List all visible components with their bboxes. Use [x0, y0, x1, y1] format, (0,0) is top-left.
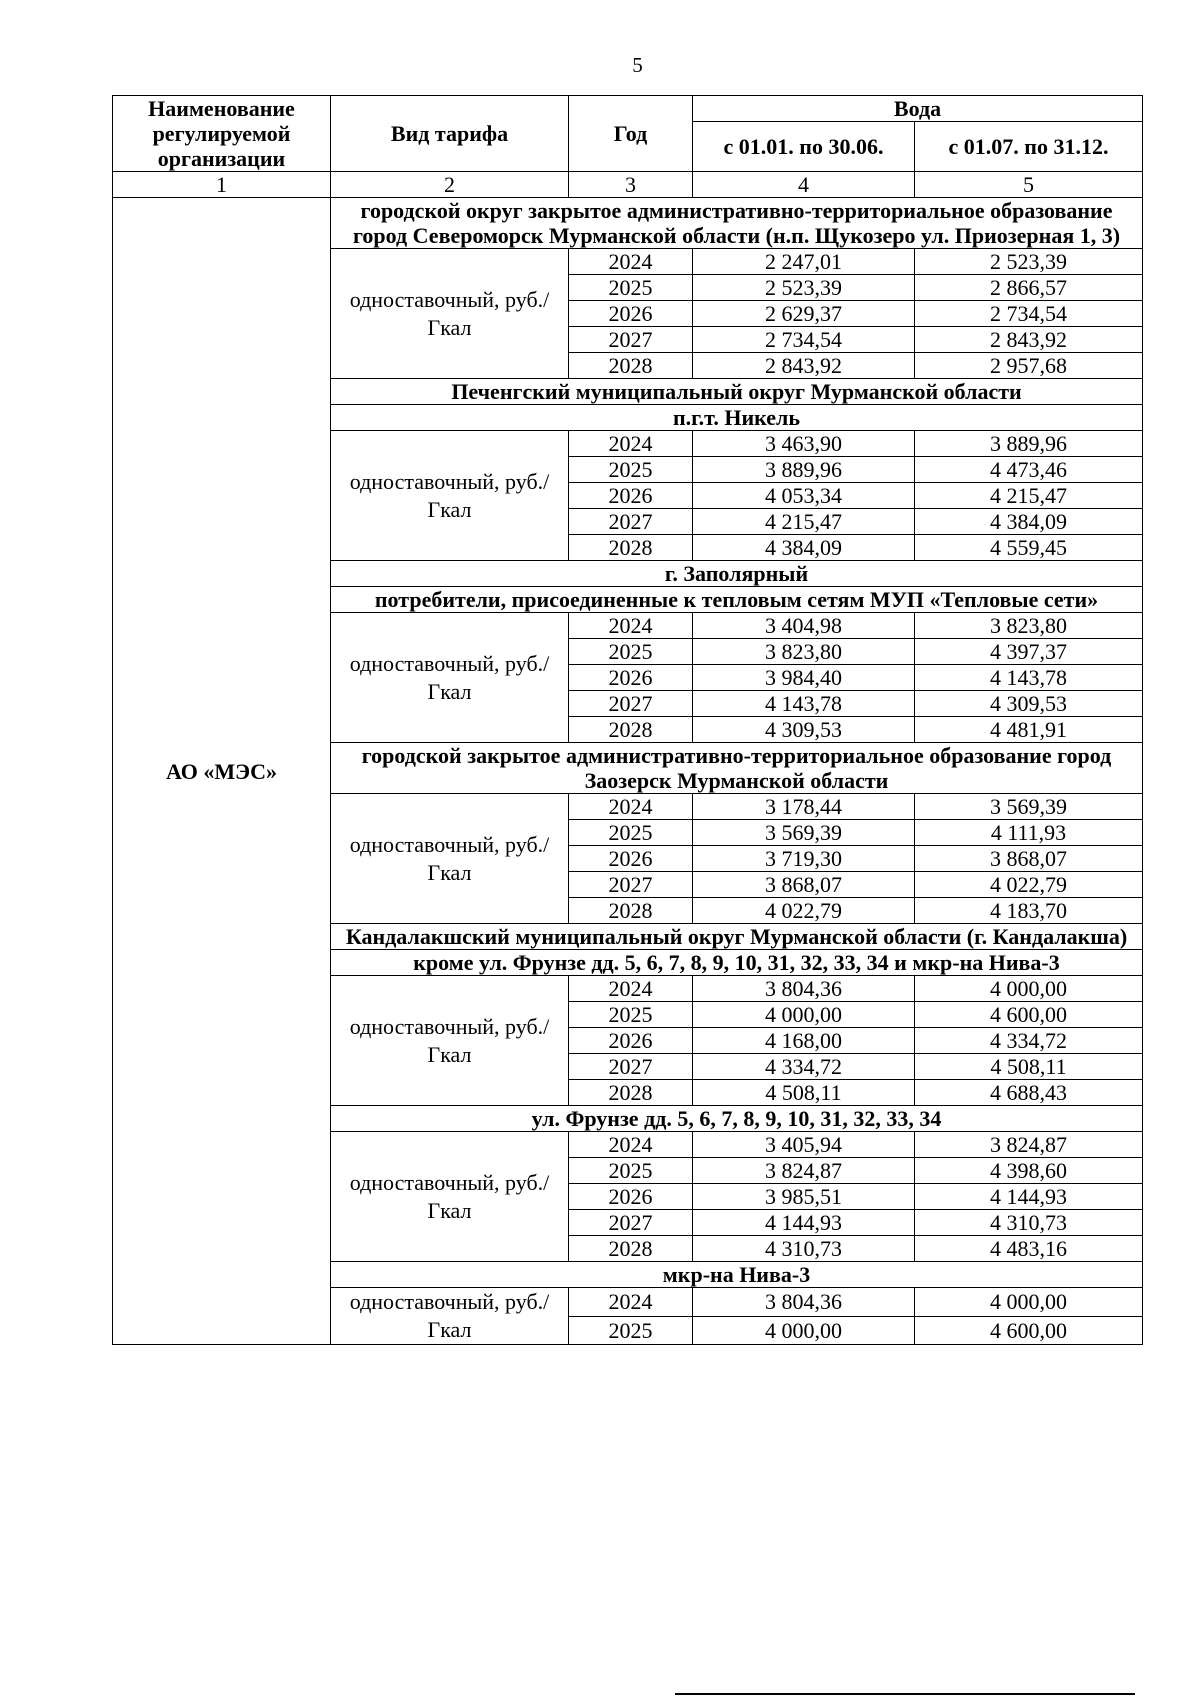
tariff-value-h2: 4 000,00: [915, 1288, 1143, 1317]
section-title: п.г.т. Никель: [331, 405, 1143, 431]
column-numbers-row: [113, 172, 1143, 198]
year-cell: 2025: [569, 457, 693, 483]
year-cell: 2028: [569, 1236, 693, 1262]
tariff-table-body: [113, 96, 1143, 1345]
tariff-value-h2: 3 824,87: [915, 1132, 1143, 1158]
tariff-value-h1: 3 569,39: [693, 820, 915, 846]
tariff-type-cell: одноставочный, руб./Гкал: [331, 1132, 569, 1262]
tariff-value-h2: 2 523,39: [915, 249, 1143, 275]
tariff-value-h1: 4 508,11: [693, 1080, 915, 1106]
year-cell: 2028: [569, 898, 693, 924]
year-cell: 2025: [569, 639, 693, 665]
tariff-value-h1: 4 168,00: [693, 1028, 915, 1054]
tariff-value-h2: 2 957,68: [915, 353, 1143, 379]
section-title: потребители, присоединенные к тепловым сетям МУП «Тепловые сети»: [331, 587, 1143, 613]
tariff-value-h1: 2 247,01: [693, 249, 915, 275]
tariff-value-h1: 2 523,39: [693, 275, 915, 301]
tariff-value-h1: 4 000,00: [693, 1316, 915, 1345]
tariff-value-h2: 4 000,00: [915, 976, 1143, 1002]
year-cell: 2027: [569, 509, 693, 535]
tariff-value-h1: 4 022,79: [693, 898, 915, 924]
year-cell: 2026: [569, 1028, 693, 1054]
year-cell: 2025: [569, 1002, 693, 1028]
footer-rule: [675, 1693, 1135, 1695]
header-tariff-type: Вид тарифа: [331, 96, 569, 172]
header-period-1: с 01.01. по 30.06.: [693, 122, 915, 172]
year-cell: 2025: [569, 1316, 693, 1345]
tariff-value-h2: 4 111,93: [915, 820, 1143, 846]
tariff-value-h1: 4 215,47: [693, 509, 915, 535]
tariff-type-cell: одноставочный, руб./Гкал: [331, 249, 569, 379]
tariff-value-h2: 4 483,16: [915, 1236, 1143, 1262]
organization-name: АО «МЭС»: [113, 198, 331, 1345]
tariff-value-h2: 3 569,39: [915, 794, 1143, 820]
year-cell: 2024: [569, 613, 693, 639]
tariff-value-h1: 3 804,36: [693, 976, 915, 1002]
year-cell: 2027: [569, 872, 693, 898]
tariff-value-h2: 2 734,54: [915, 301, 1143, 327]
section-title: кроме ул. Фрунзе дд. 5, 6, 7, 8, 9, 10, 31, 32, 33, 34 и мкр-на Нива-3: [331, 950, 1143, 976]
year-cell: 2028: [569, 535, 693, 561]
section-title: ул. Фрунзе дд. 5, 6, 7, 8, 9, 10, 31, 32, 33, 34: [331, 1106, 1143, 1132]
year-cell: 2024: [569, 1132, 693, 1158]
tariff-value-h2: 4 398,60: [915, 1158, 1143, 1184]
tariff-value-h1: 3 178,44: [693, 794, 915, 820]
header-org: Наименование регулируемой организации: [113, 96, 331, 172]
year-cell: 2024: [569, 431, 693, 457]
tariff-type-cell: одноставочный, руб./Гкал: [331, 1288, 569, 1345]
year-cell: 2024: [569, 1288, 693, 1317]
header-row-1: [113, 96, 1143, 122]
column-number: 1: [113, 172, 331, 198]
tariff-value-h1: 4 143,78: [693, 691, 915, 717]
year-cell: 2024: [569, 249, 693, 275]
tariff-value-h1: 3 404,98: [693, 613, 915, 639]
tariff-value-h1: 3 804,36: [693, 1288, 915, 1317]
tariff-value-h2: 4 215,47: [915, 483, 1143, 509]
tariff-value-h2: 4 384,09: [915, 509, 1143, 535]
year-cell: 2026: [569, 1184, 693, 1210]
tariff-type-cell: одноставочный, руб./Гкал: [331, 794, 569, 924]
tariff-value-h2: 4 144,93: [915, 1184, 1143, 1210]
tariff-value-h1: 4 309,53: [693, 717, 915, 743]
tariff-value-h2: 4 473,46: [915, 457, 1143, 483]
tariff-value-h1: 3 823,80: [693, 639, 915, 665]
tariff-value-h1: 3 985,51: [693, 1184, 915, 1210]
column-number: 4: [693, 172, 915, 198]
page-number: 5: [632, 53, 643, 77]
tariff-value-h2: 4 334,72: [915, 1028, 1143, 1054]
tariff-value-h2: 4 600,00: [915, 1002, 1143, 1028]
header-year: Год: [569, 96, 693, 172]
tariff-type-cell: одноставочный, руб./Гкал: [331, 431, 569, 561]
tariff-value-h2: 4 600,00: [915, 1316, 1143, 1345]
tariff-value-h2: 4 143,78: [915, 665, 1143, 691]
tariff-value-h1: 2 629,37: [693, 301, 915, 327]
year-cell: 2028: [569, 353, 693, 379]
tariff-value-h1: 4 053,34: [693, 483, 915, 509]
tariff-value-h1: 4 144,93: [693, 1210, 915, 1236]
year-cell: 2028: [569, 1080, 693, 1106]
tariff-value-h2: 4 481,91: [915, 717, 1143, 743]
section-title: городской округ закрытое административно-территориальное образование город Североморск Мурманской области (н.п. Щукозеро ул. Приозерная 1, 3): [331, 198, 1143, 249]
section-title: Кандалакшский муниципальный округ Мурманской области (г. Кандалакша): [331, 924, 1143, 950]
year-cell: 2027: [569, 1054, 693, 1080]
tariff-value-h2: 4 022,79: [915, 872, 1143, 898]
tariff-value-h1: 4 334,72: [693, 1054, 915, 1080]
year-cell: 2027: [569, 327, 693, 353]
tariff-value-h1: 3 405,94: [693, 1132, 915, 1158]
tariff-value-h2: 4 688,43: [915, 1080, 1143, 1106]
tariff-value-h2: 4 183,70: [915, 898, 1143, 924]
section-title: г. Заполярный: [331, 561, 1143, 587]
section-title: мкр-на Нива-3: [331, 1262, 1143, 1288]
tariff-value-h2: 3 889,96: [915, 431, 1143, 457]
tariff-table: [112, 95, 1143, 1345]
year-cell: 2025: [569, 275, 693, 301]
year-cell: 2024: [569, 976, 693, 1002]
column-number: 3: [569, 172, 693, 198]
tariff-value-h2: 4 310,73: [915, 1210, 1143, 1236]
tariff-value-h1: 3 984,40: [693, 665, 915, 691]
year-cell: 2026: [569, 301, 693, 327]
tariff-value-h1: 3 889,96: [693, 457, 915, 483]
header-water: Вода: [693, 96, 1143, 122]
tariff-value-h1: 3 719,30: [693, 846, 915, 872]
tariff-value-h2: 4 397,37: [915, 639, 1143, 665]
tariff-value-h2: 3 868,07: [915, 846, 1143, 872]
section-title: Печенгский муниципальный округ Мурманской области: [331, 379, 1143, 405]
tariff-type-cell: одноставочный, руб./Гкал: [331, 976, 569, 1106]
year-cell: 2024: [569, 794, 693, 820]
column-number: 5: [915, 172, 1143, 198]
tariff-value-h1: 2 843,92: [693, 353, 915, 379]
tariff-value-h1: 4 000,00: [693, 1002, 915, 1028]
year-cell: 2026: [569, 665, 693, 691]
tariff-value-h1: 4 310,73: [693, 1236, 915, 1262]
year-cell: 2025: [569, 1158, 693, 1184]
tariff-value-h2: 2 866,57: [915, 275, 1143, 301]
tariff-value-h2: 4 508,11: [915, 1054, 1143, 1080]
year-cell: 2026: [569, 846, 693, 872]
tariff-value-h2: 3 823,80: [915, 613, 1143, 639]
tariff-value-h1: 3 463,90: [693, 431, 915, 457]
header-period-2: с 01.07. по 31.12.: [915, 122, 1143, 172]
tariff-value-h1: 2 734,54: [693, 327, 915, 353]
tariff-value-h2: 2 843,92: [915, 327, 1143, 353]
tariff-value-h2: 4 309,53: [915, 691, 1143, 717]
tariff-value-h1: 3 824,87: [693, 1158, 915, 1184]
tariff-type-cell: одноставочный, руб./Гкал: [331, 613, 569, 743]
year-cell: 2028: [569, 717, 693, 743]
year-cell: 2026: [569, 483, 693, 509]
year-cell: 2025: [569, 820, 693, 846]
tariff-value-h1: 3 868,07: [693, 872, 915, 898]
section-title: городской закрытое административно-территориальное образование город Заозерск Мурманской области: [331, 743, 1143, 794]
year-cell: 2027: [569, 1210, 693, 1236]
year-cell: 2027: [569, 691, 693, 717]
tariff-value-h2: 4 559,45: [915, 535, 1143, 561]
tariff-value-h1: 4 384,09: [693, 535, 915, 561]
column-number: 2: [331, 172, 569, 198]
section-title-row: [113, 198, 1143, 249]
